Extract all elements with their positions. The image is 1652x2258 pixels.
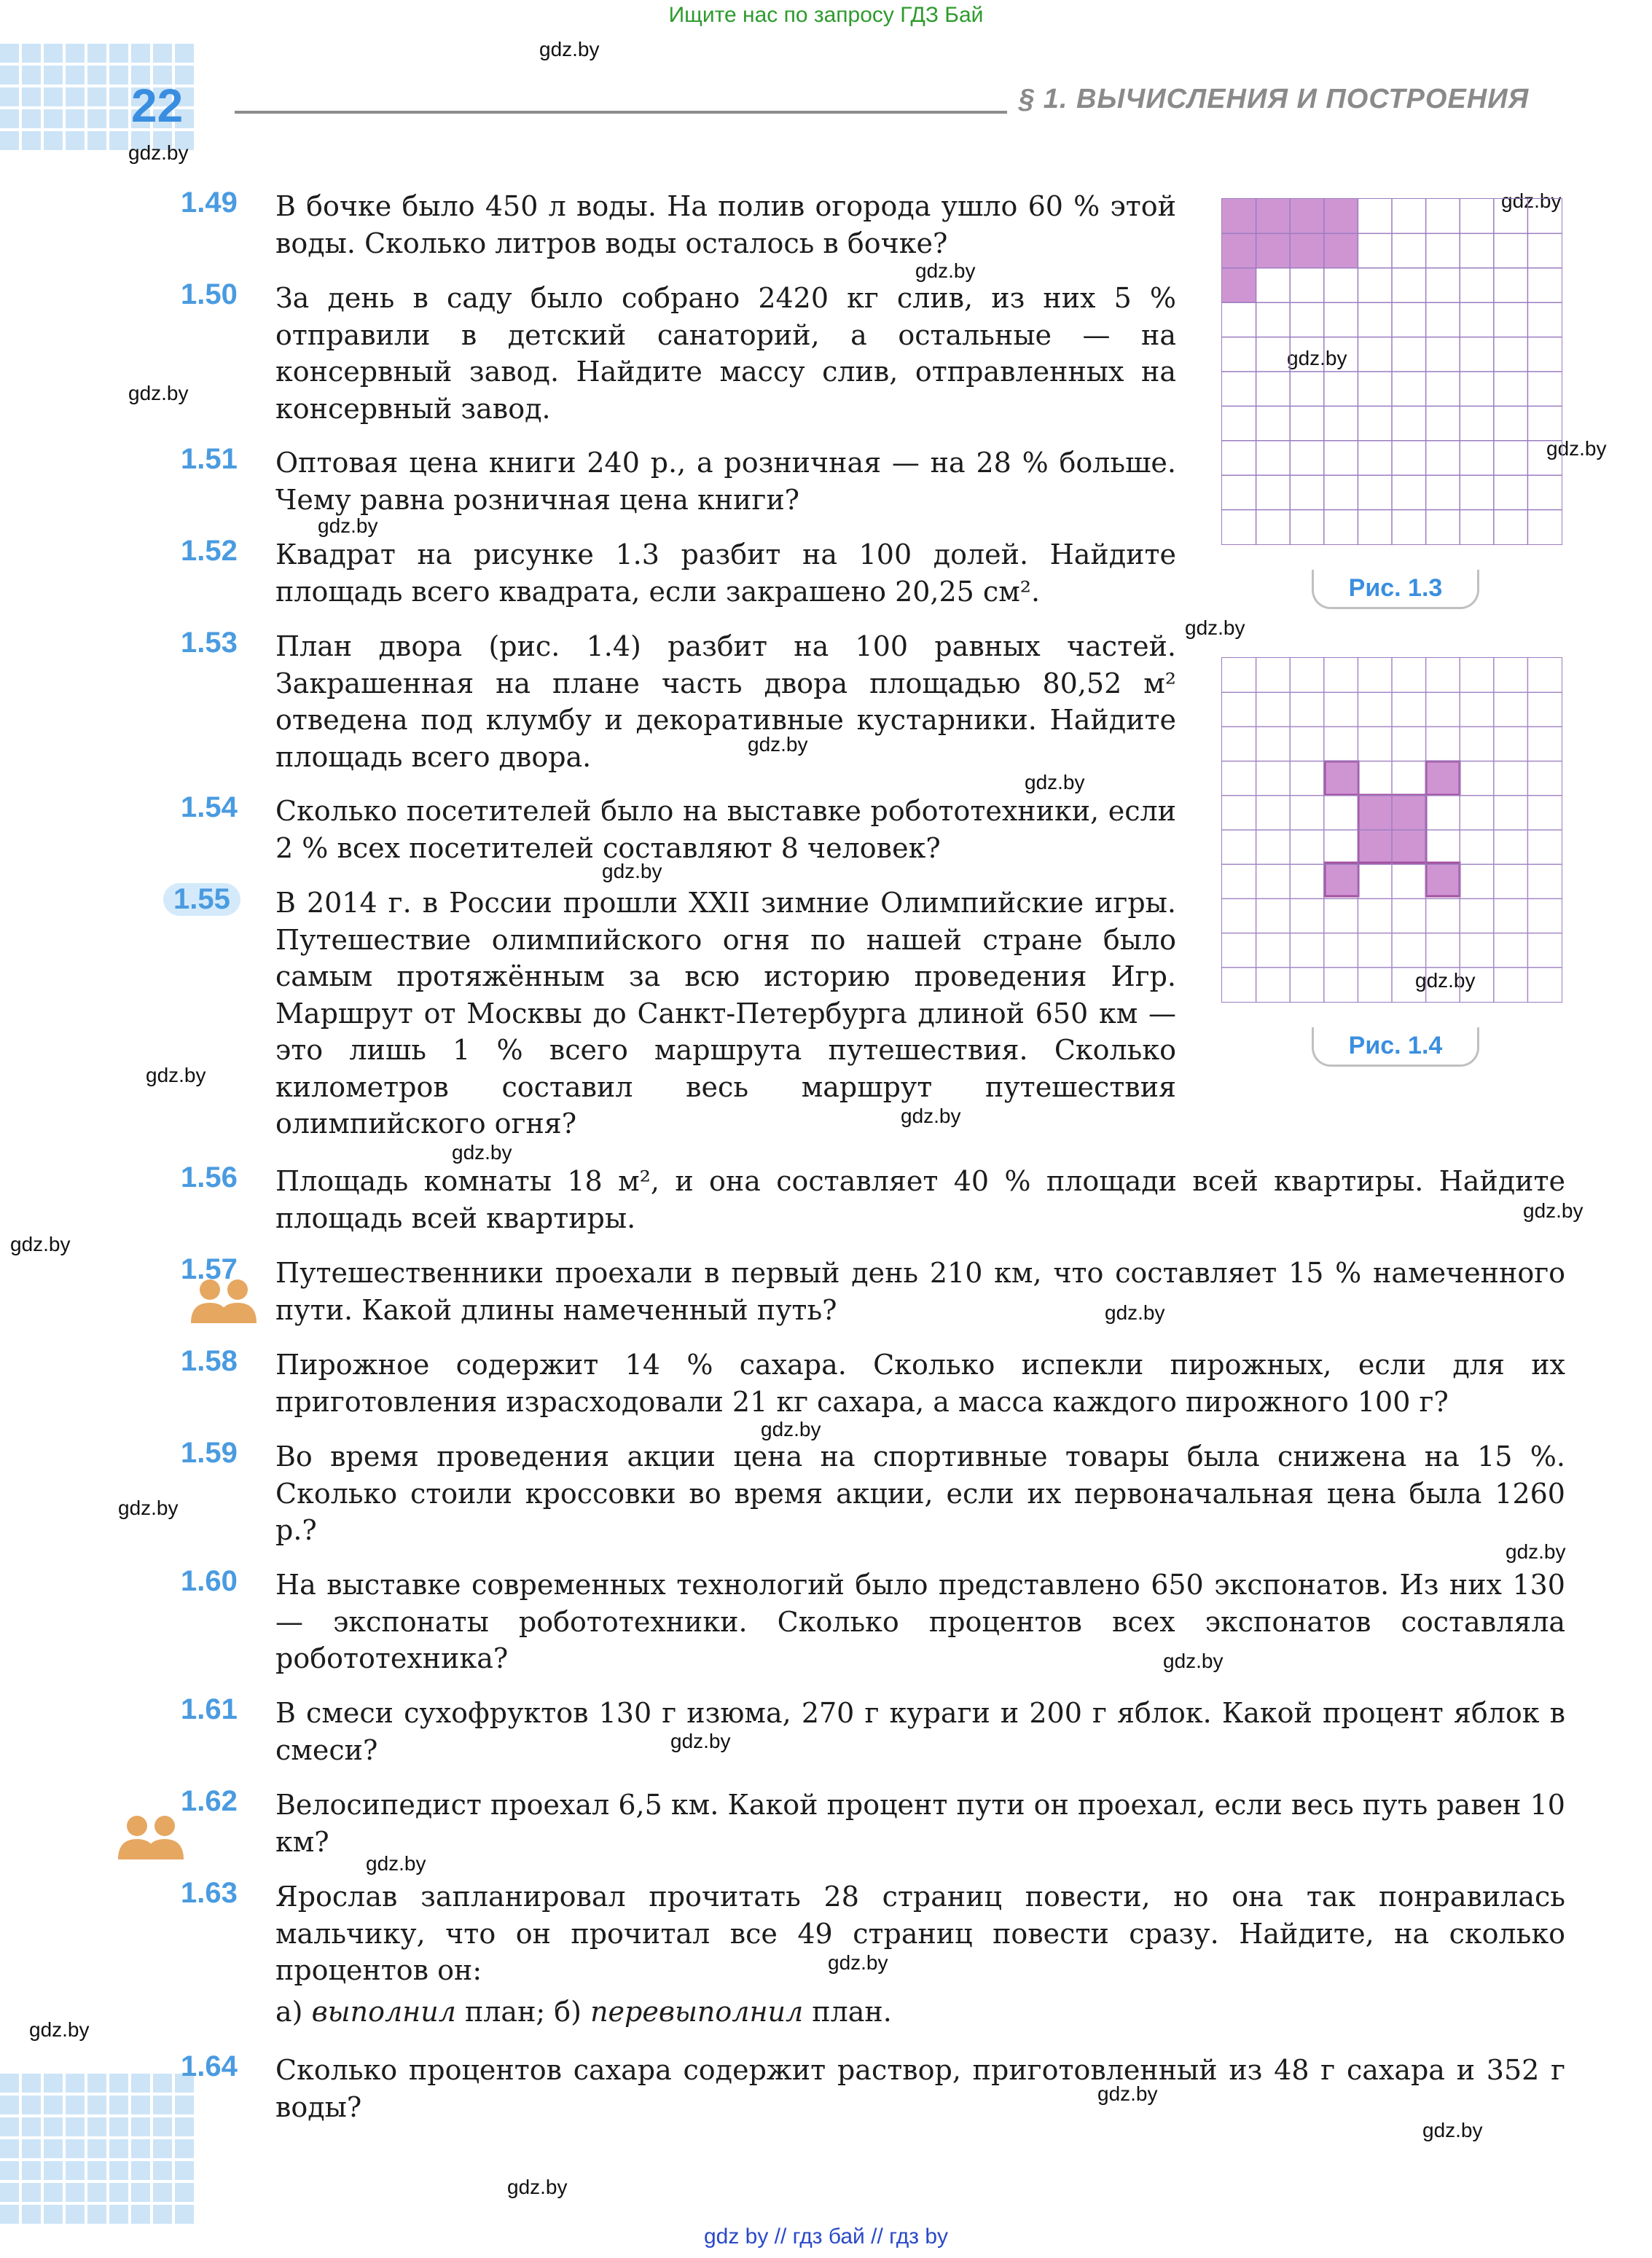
figure-1-4-caption: Рис. 1.4 (1312, 1027, 1479, 1067)
problem-text: Оптовая цена книги 240 р., а розничная — на 28 % больше. Чему равна розничная цена книги? (275, 447, 1176, 516)
problem-text: Велосипедист проехал 6,5 км. Какой процент пути он проехал, если весь путь равен 10 км? (275, 1789, 1565, 1858)
problem-number: 1.59 (181, 1437, 238, 1469)
subitem-a-label: а) (275, 1996, 312, 2028)
problem-subitems (275, 1994, 1565, 2031)
problem-number: 1.63 (181, 1877, 238, 1909)
watermark: gdz.by (828, 1951, 888, 1974)
watermark: gdz.by (1546, 437, 1607, 460)
header-rule (235, 111, 1007, 114)
watermark: gdz.by (366, 1852, 426, 1875)
watermark: gdz.by (452, 1141, 512, 1164)
watermark: gdz.by (761, 1418, 821, 1440)
figure-1-4-svg (1222, 658, 1562, 1002)
problem-number: 1.56 (181, 1161, 238, 1193)
problem-text: Сколько процентов сахара содержит раствор, приготовленный из 48 г сахара и 352 г воды? (275, 2054, 1565, 2123)
figure-1-3-caption: Рис. 1.3 (1312, 570, 1479, 609)
problem-text: На выставке современных технологий было представлено 650 экспонатов. Из них 130 — экспонаты робототехники. Сколько процентов всех экспонатов составляла робототехника? (275, 1569, 1565, 1674)
watermark: gdz.by (1163, 1650, 1224, 1672)
problem-number: 1.54 (181, 791, 238, 823)
problem-text: Ярослав запланировал прочитать 28 страниц повести, но она так понравилась мальчику, что он прочитал все 49 страниц повести сразу. Найдите, на сколько процентов он: (275, 1881, 1565, 1986)
problem-number: 1.49 (181, 187, 238, 219)
problem-text: В 2014 г. в России прошли XXII зимние Олимпийские игры. Путешествие олимпийского огня по нашей стране было самым протяжённым за всю историю проведения Игр. Маршрут от Москвы до Санкт-Петербурга длиной 650 км — это лишь 1 % всего маршрута путешествия. Сколько километров составил весь маршрут путешествия олимпийского огня? (275, 887, 1176, 1140)
problem-number: 1.61 (181, 1693, 238, 1725)
watermark: gdz.by (1523, 1199, 1584, 1222)
watermark: gdz.by (1501, 189, 1562, 212)
problem-number: 1.60 (181, 1565, 238, 1597)
figure-1-4-grid (1221, 657, 1562, 1003)
subitem-a-emphasis: выполнил (311, 1996, 456, 2028)
flowerbed-corner (1426, 863, 1460, 896)
problem-number: 1.52 (181, 535, 238, 567)
pair-work-icon (114, 1813, 189, 1859)
watermark: gdz.by (1287, 347, 1347, 369)
problem-text: Во время проведения акции цена на спортивные товары была снижена на 15 %. Сколько стоили кроссовки во время акции, если их первоначальная цена была 1260 р.? (275, 1440, 1565, 1546)
bottom-banner: gdz by // гдз бай // гдз by (703, 2224, 949, 2249)
page-number: 22 (131, 79, 184, 132)
problem-text: В бочке было 450 л воды. На полив огорода ушло 60 % этой воды. Сколько литров воды осталось в бочке? (275, 190, 1176, 259)
watermark: gdz.by (118, 1497, 179, 1519)
flowerbed-corner (1426, 761, 1460, 795)
top-banner: Ищите нас по запросу ГДЗ Бай (668, 3, 984, 27)
watermark: gdz.by (318, 514, 378, 537)
watermark: gdz.by (748, 733, 808, 756)
watermark: gdz.by (128, 141, 189, 164)
corner-decoration-bottom (0, 2074, 194, 2224)
problem-text: Квадрат на рисунке 1.3 разбит на 100 долей. Найдите площадь всего квадрата, если закрашено 20,25 см². (275, 538, 1176, 608)
watermark: gdz.by (1025, 771, 1085, 793)
watermark: gdz.by (146, 1064, 206, 1086)
problem-number: 1.53 (181, 627, 238, 659)
shaded-region (1222, 267, 1256, 302)
problem-number: 1.62 (181, 1785, 238, 1817)
subitem-b-emphasis: перевыполнил (590, 1996, 804, 2028)
problem-text: Площадь комнаты 18 м², и она составляет 40 % площади всей квартиры. Найдите площадь всей квартиры. (275, 1165, 1565, 1234)
problem-text: В смеси сухофруктов 130 г изюма, 270 г кураги и 200 г яблок. Какой процент яблок в смеси? (275, 1697, 1565, 1766)
watermark: gdz.by (128, 382, 189, 404)
watermark: gdz.by (539, 38, 600, 60)
watermark: gdz.by (670, 1730, 731, 1752)
problem-text: Путешественники проехали в первый день 210 км, что составляет 15 % намеченного пути. Какой длины намеченный путь? (275, 1257, 1565, 1326)
watermark: gdz.by (1422, 2119, 1483, 2141)
flowerbed-corner (1325, 863, 1358, 896)
watermark: gdz.by (915, 259, 976, 282)
watermark: gdz.by (10, 1233, 71, 1255)
problem-text: За день в саду было собрано 2420 кг слив, из них 5 % отправили в детский санаторий, а остальные — на консервный завод. Найдите массу слив, отправленных на консервный завод. (275, 282, 1176, 425)
watermark: gdz.by (1506, 1540, 1566, 1563)
problem-number: 1.64 (181, 2050, 238, 2082)
subitem-b-rest: план. (803, 1996, 892, 2028)
flowerbed-corner (1325, 761, 1358, 795)
problem-text: План двора (рис. 1.4) разбит на 100 равных частей. Закрашенная на плане часть двора площадью 80,52 м² отведена под клумбу и декоративные кустарники. Найдите площадь всего двора. (275, 630, 1176, 773)
watermark: gdz.by (1415, 969, 1476, 992)
figure-1-3-grid (1221, 198, 1562, 545)
section-title: § 1. ВЫЧИСЛЕНИЯ И ПОСТРОЕНИЯ (1019, 84, 1530, 114)
figure-1-3-svg (1222, 199, 1562, 544)
watermark: gdz.by (1097, 2082, 1158, 2105)
watermark: gdz.by (602, 860, 662, 882)
problem-number: 1.58 (181, 1345, 238, 1377)
watermark: gdz.by (1185, 616, 1245, 639)
problem-number: 1.51 (181, 443, 238, 475)
problem-number-highlighted: 1.55 (163, 883, 240, 916)
subitem-a-rest: план; б) (455, 1996, 591, 2028)
watermark: gdz.by (1105, 1301, 1165, 1324)
problem-number: 1.50 (181, 278, 238, 310)
watermark: gdz.by (507, 2176, 568, 2198)
watermark: gdz.by (901, 1105, 961, 1127)
problem-number: 1.57 (181, 1253, 238, 1285)
watermark: gdz.by (29, 2018, 90, 2041)
problem-text: Пирожное содержит 14 % сахара. Сколько испекли пирожных, если для их приготовления израсходовали 21 кг сахара, а масса каждого пирожного 100 г? (275, 1349, 1565, 1418)
problem-text: Сколько посетителей было на выставке робототехники, если 2 % всех посетителей составляют 8 человек? (275, 795, 1176, 864)
